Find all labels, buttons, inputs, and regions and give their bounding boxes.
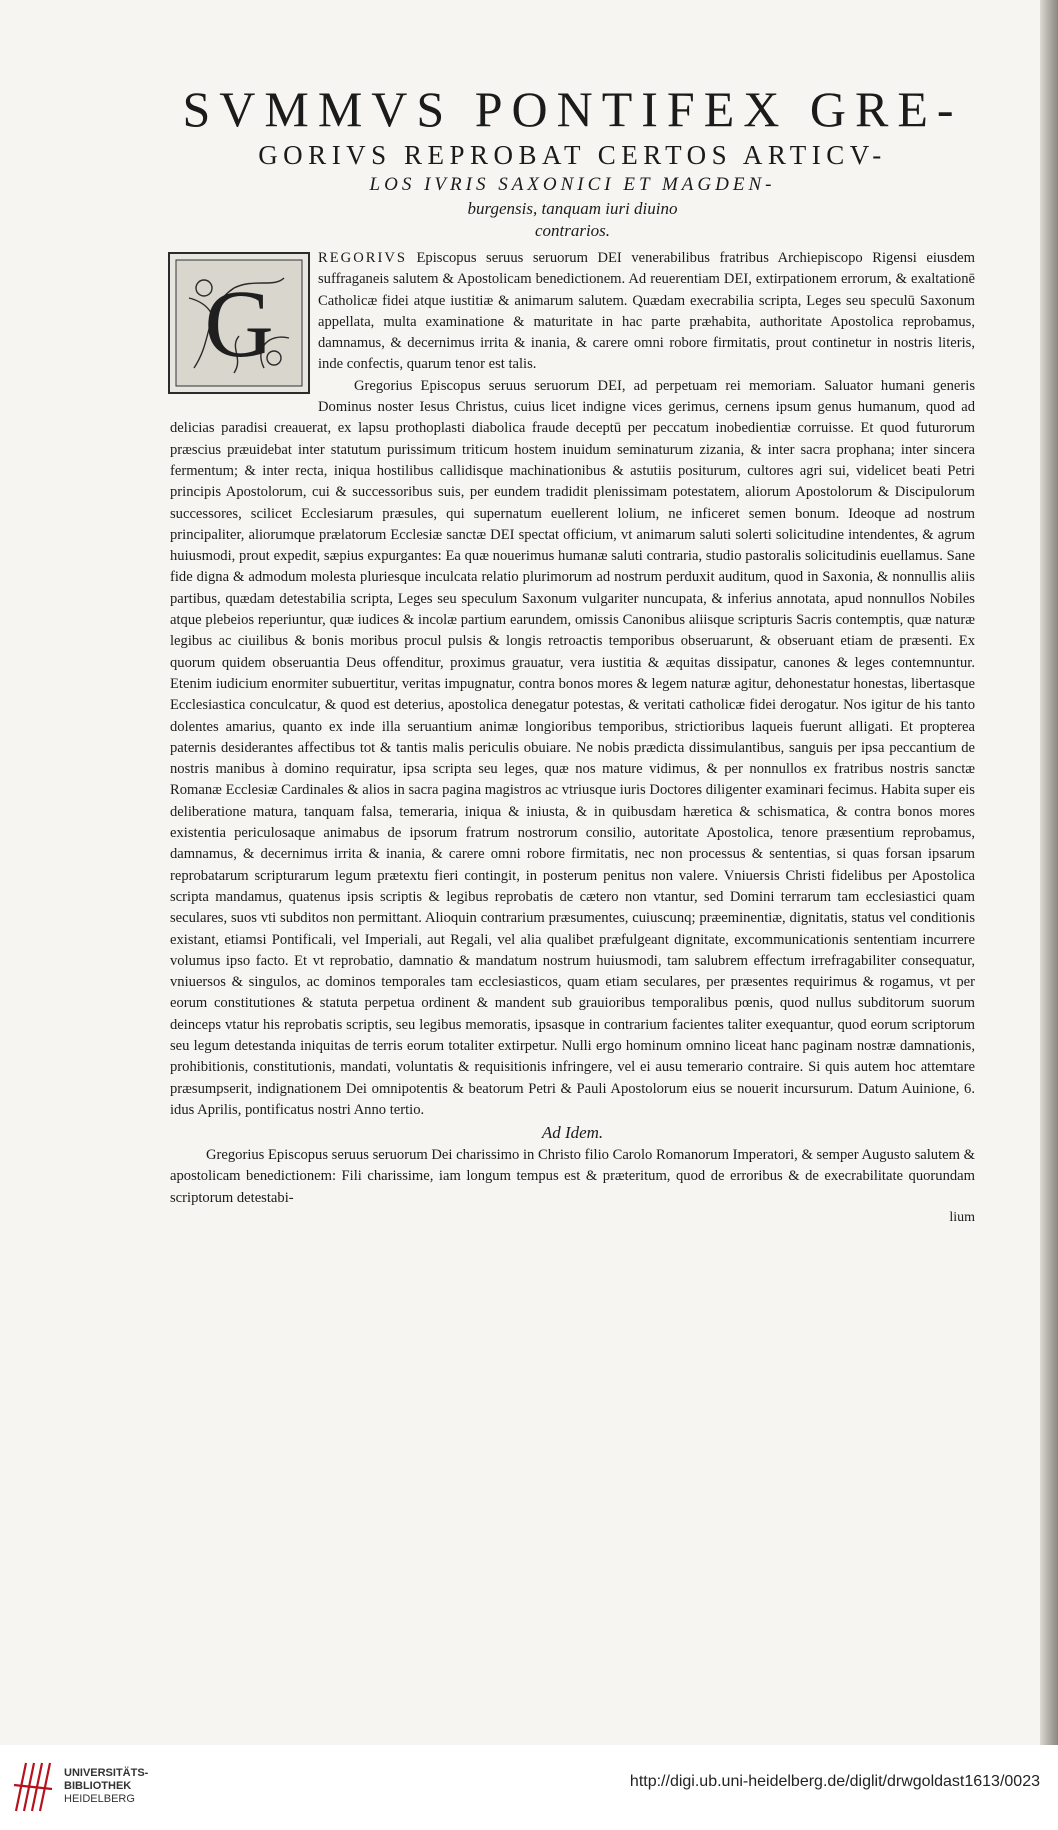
paragraph-2: Gregorius Episcopus seruus seruorum DEI, ad perpetuam rei memoriam. Saluator humani generis Dominus noster Iesus Christus, cuius licet indigne vices gerimus, cernens ipsum genus humanum, quod ad delicias paradisi creauerat, ex lapsu prothoplasti diabolica fraude deceptū per peccatum inobedientiæ corruisse. Et quod futurorum præscius præuidebat inter statutum purissimum triticum hostem inuidum seminaturum zizania, & inter sacra prophana; inter sincera fermentum; & inter recta, iniqua hostilibus callidisque machinationibus & astutiis positurum, cultores agri sui, videlicet beati Petri principis Apostolorum, cui & successoribus suis, per eundem tradidit plenissimam potestatem, aliorum Apostolorum & Discipulorum successores, scilicet Ecclesiarum præsules, qui supernatum euellerent lolium, ne inficeret semen bonum. Ideoque ad nostrum principaliter, aliorumque prælatorum Ecclesiæ sanctæ DEI spectat officium, vt animarum saluti solerti solicitudine intendentes, & agrum huiusmodi, prout expedit, sæpius expurgantes: Ea quæ nouerimus humanæ saluti contraria, studio pastoralis solicitudinis euellamus. Sane fide digna & admodum molesta pluriesque inculcata relatio plurimorum ad nostrum perduxit auditum, quod in Saxonia, & nonnullis aliis partibus, quædam detestabilia scripta, Leges seu speculum Saxonum vulgariter nuncupata, & inferius annotata, apud nonnullos Nobiles atque plebeios reperiuntur, quæ iudices & incolæ partium earundem, omissis Canonibus aliisque scripturis Sacris contemptis, quæ naturæ legibus ac ciuilibus & bonis moribus procul pulsis & longis retroactis temporibus obseruarunt, & obseruant etiam de præsenti. Ex quorum quidem obseruantia Deus offenditur, proximus grauatur, vera iustitia & æquitas dissipatur, canones & leges contemnuntur. Etenim iudicium enormiter subuertitur, veritas impugnatur, contra bonos mores & legem naturæ agitur, dehonestatur honestas, libertasque Ecclesiastica conculcatur, & quod est deterius, apostolica denegatur potestas, & veritati catholicæ fidei derogatur. Nos igitur de his tanto dolentes amarius, quanto ex inde illa seruantium animæ longioribus temporibus, strictioribus laqueis fuerunt alligati. Et propterea paternis desiderantes affectibus tot & tantis malis periculis obuiare. Ne nobis prædicta dissimulantibus, sanguis per ipsa peccantium de nostris manibus à domino requiratur, ipsa scripta seu leges, quæ nos mature vidimus, & per nonnullos ex fratribus nostris sanctæ Romanæ Ecclesiæ Cardinales & alios in sacra pagina magistros ac vtriusque iuris Doctores diligenter examinari fecimus. Habita super eis deliberatione matura, tanquam falsa, temeraria, iniqua & iniusta, & in quibusdam hæretica & schismatica, & contra bonos mores existentia periculosaque animabus de ipsorum fratrum nostrorum consilio, autoritate Apostolica, tenore præsentium reprobamus, damnamus, & decernimus irrita & inania, & carere omni robore firmitatis, nec non processus & sententias, si quas forsan ipsarum reprobatarum scripturarum legum prætextu fieri contingit, in posterum penitus non valere. Vniuersis Christi fidelibus per Apostolica scripta mandamus, quatenus ipsis scriptis & legibus reprobatis de cætero non vtantur, sed Domini terrarum tam ecclesiastici quam seculares, suos vti subditos non permittant. Alioquin contrarium præsumentes, cuiuscunq; præeminentiæ, dignitatis, status vel conditionis existant, etiamsi Pontificali, vel Imperiali, aut Regali, vel alia qualibet præfulgeant dignitate, excommunicationis sententiam incurrere volumus ipso facto. Et vt reprobatio, damnatio & mandatum nostrum huiusmodi, tam salubrem effectum irrefragabiliter consequatur, vniuersos & singulos, ac dominos temporales tam ecclesiasticos, quam etiam seculares, per præsentes requirimus & rogamus, vt per eorum constitutiones & statuta perpetua ordinent & mandent sub grauioribus temporalibus pœnis, quod nullus subditorum suorum deinceps vtatur his reprobatis scriptis, seu legibus memoratis, ipsasque in contrarium facientes taliter exequantur, quod eorum scriptorum seu legum detestanda iniquitas de terris eorum totaliter extirpetur. Nulli ergo hominum omnino liceat hanc paginam nostræ damnationis, prohibitionis, constitutionis, mandati, voluntatis & requisitionis infringere, vel ei ausu temerario contraire. Si quis autem hoc attemtare præsumpserit, indignationem Dei omnipotentis & beatorum Petri & Pauli Apostolorum eius se nouerit incursurum. Datum Auinione, 6. idus Aprilis, pontificatus nostri Anno tertio. <box>170 377 975 1118</box>
svg-text:G: G <box>204 270 274 377</box>
footer-bar <box>0 1745 1058 1830</box>
opening-section <box>170 248 975 376</box>
section-heading-ad-idem: Ad Idem. <box>541 1123 604 1143</box>
text-block <box>170 80 975 1227</box>
decorated-initial <box>168 252 310 394</box>
subtitle-line-3: burgensis, tanquam iuri diuino <box>467 199 678 218</box>
permalink-url[interactable]: http://digi.ub.uni-heidelberg.de/diglit/drwgoldast1613/0023 <box>629 1773 1040 1790</box>
logo-line-1: UNIVERSITÄTS- <box>64 1766 149 1779</box>
paragraph-3: Gregorius Episcopus seruus seruorum Dei charissimo in Christo filio Carolo Romanorum Imperatori, & semper Augusto salutem & apostolicam benedictionem: Fili charissime, iam longum tempus est & præteritum, quod de erroribus & de execrabilitate quorundam scriptorum detestabi- <box>170 1147 975 1206</box>
catchword: lium <box>949 1210 975 1226</box>
subtitle-line-4: contrarios. <box>534 221 611 240</box>
ornament-icon <box>174 258 304 388</box>
logo-text <box>64 1767 148 1806</box>
logo-line-2: BIBLIOTHEK <box>64 1779 132 1792</box>
library-seal-icon <box>10 1755 56 1817</box>
library-logo[interactable] <box>10 1755 148 1817</box>
subtitle-line-2: LOS IVRIS SAXONICI ET MAGDEN- <box>369 174 776 195</box>
subtitle-line-1: GORIVS REPROBAT CERTOS ARTICV- <box>258 140 887 170</box>
page-title: SVMMVS PONTIFEX GRE- <box>182 81 963 137</box>
logo-line-3: HEIDELBERG <box>64 1792 135 1805</box>
paragraph-1-lead: REGORIVS <box>318 250 407 266</box>
page-edge <box>1040 0 1058 1745</box>
paragraph-1-text: Episcopus seruus seruorum DEI venerabilibus fratribus Archiepiscopo Rigensi eiusdem suffraganeis salutem & Apostolicam benedictionem. Ad reuerentiam DEI, extirpationem errorum, & exaltationē Catholicæ fidei atque iustitiæ & animarum salutem. Quædam execrabilia scripta, Leges seu speculū Saxonum appellata, multa examinatione & maturitate in hac parte præhabita, authoritate Apostolica reprobamus, damnamus, & decernimus irrita & inania, & carere omni robore firmitatis, prout continetur in nostris literis, inde confectis, quarum tenor est talis. <box>318 250 975 373</box>
